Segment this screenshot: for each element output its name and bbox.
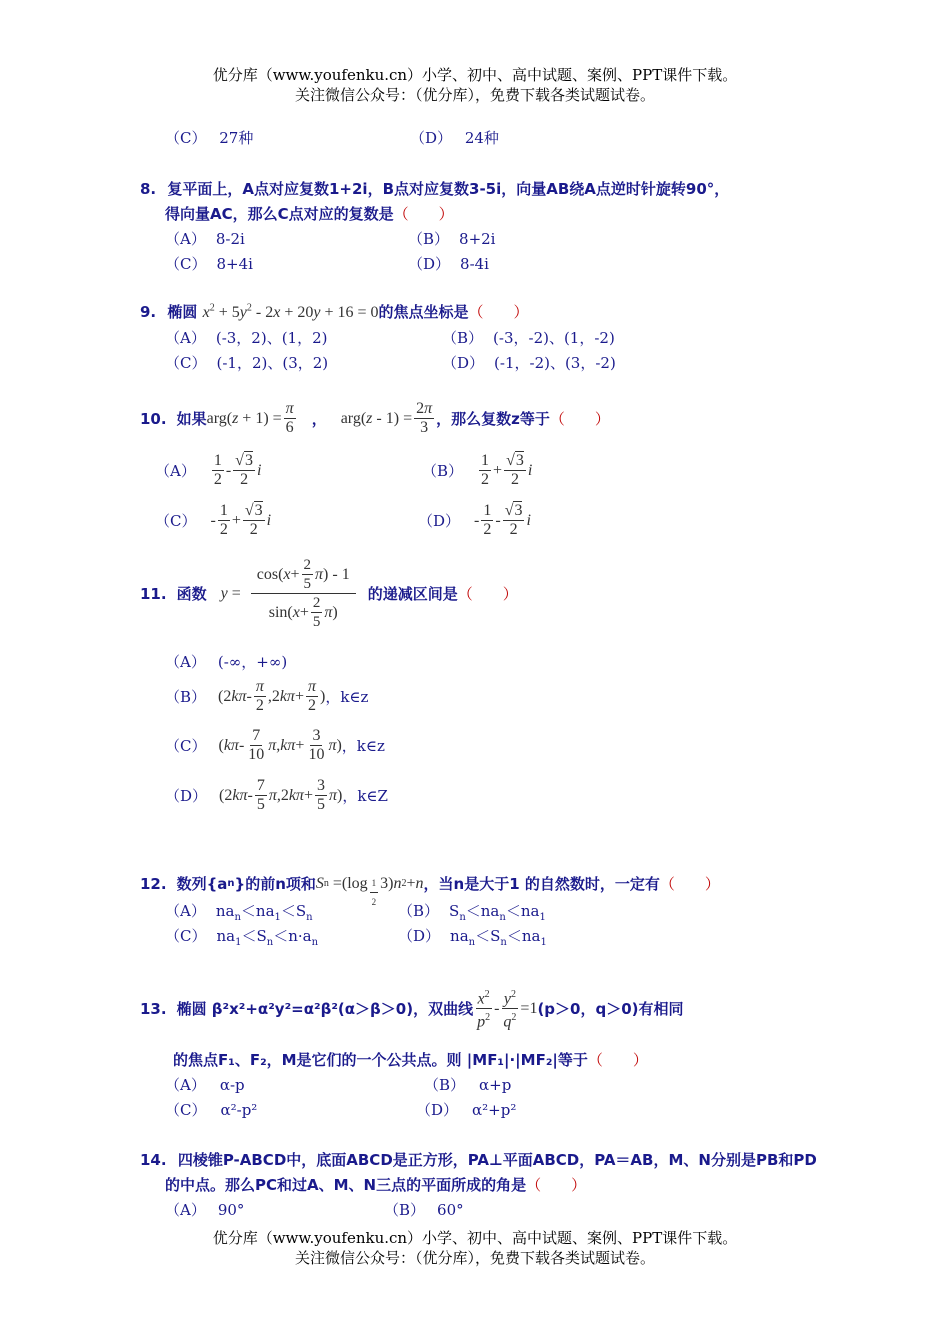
q13-hyperbola-equation: $\frac{x^2}{p^2}$ - $\frac{y^2}{q^2}$ =1 xyxy=(473,986,537,1032)
q11-number: 11. xyxy=(140,584,167,603)
page-footer-line1: 优分库（www.youfenku.cn）小学、初中、高中试题、案例、PPT课件下载。 xyxy=(212,1229,738,1247)
q11-function-fraction: cos( x + $\frac{2}{5}$ π ) - 1 sin( x + $\frac{2}{5}$ π ) xyxy=(251,556,356,631)
q8-text-line2: 得向量AC，那么C点对应的复数是 xyxy=(165,205,394,223)
q13-option-b-text: α+p xyxy=(479,1076,512,1094)
q14-option-a-text: 90° xyxy=(217,1201,245,1219)
q12-option-b-label: （B） xyxy=(398,902,440,920)
q8-option-d xyxy=(408,253,489,274)
q10-option-c xyxy=(155,502,271,539)
q10-option-c-expr: - $\frac{1}{2}$ + $\frac{√3}{2}$ i xyxy=(210,502,272,538)
q14-stem-line1 xyxy=(140,1149,817,1170)
q10-condition-2: arg(z - 1) = xyxy=(340,409,413,427)
q10-text-post: ，那么复数z等于 xyxy=(436,410,550,428)
page-footer-line2: 关注微信公众号：（优分库），免费下载各类试题试卷。 xyxy=(294,1249,655,1267)
q8-option-a-label: （A） xyxy=(165,230,206,248)
q14-stem-line2 xyxy=(165,1174,586,1195)
q8-number: 8. xyxy=(140,180,157,198)
q13-text-pre: 椭圆 β²x²+α²y²=α²β²(α＞β＞0)，双曲线 xyxy=(176,1000,474,1019)
q14-option-b xyxy=(384,1199,464,1220)
q14-number: 14. xyxy=(140,1151,167,1169)
q9-option-d-text: (-1，-2)、(3，-2) xyxy=(494,354,616,372)
q9-option-d-label: （D） xyxy=(442,354,485,372)
q9-option-d xyxy=(442,352,616,373)
q9-text-pre: 椭圆 xyxy=(167,303,198,321)
q9-option-b-label: （B） xyxy=(442,329,484,347)
q9-option-b xyxy=(442,327,615,348)
q7-option-d xyxy=(410,127,499,148)
q10-fraction-2pi-3: $\frac{2\pi}{3}$ xyxy=(416,400,433,436)
q9-option-b-text: (-3，-2)、(1，-2) xyxy=(493,329,615,347)
q11-text-post: 的递减区间是 xyxy=(367,585,458,603)
q7-option-c xyxy=(165,127,253,148)
q13-number: 13. xyxy=(140,999,167,1018)
q7-option-d-label: （D） xyxy=(410,129,453,147)
q11-option-d-tail: ，k∈Z xyxy=(342,787,388,805)
q14-text-line1: 四棱锥P-ABCD中，底面ABCD是正方形，PA⊥平面ABCD，PA＝AB，M、N分别是PB和PD xyxy=(177,1151,817,1169)
q10-number: 10. xyxy=(140,409,167,428)
q11-option-c-expr: ( kπ - $\frac{7}{10}$ π , kπ + $\frac{3}{10}$ π ) xyxy=(218,727,342,763)
q8-option-d-label: （D） xyxy=(408,255,451,273)
q13-answer-blank: （ ） xyxy=(587,1051,648,1069)
q10-fraction-pi-6: $\frac{\pi}{6}$ xyxy=(285,400,294,436)
q13-option-c-label: （C） xyxy=(165,1101,207,1119)
q7-option-c-text: 27种 xyxy=(219,129,254,147)
q8-stem-line1 xyxy=(140,178,729,199)
q12-option-c-text: $na_1<S_n<n\cdot a_n$ xyxy=(216,927,319,948)
q13-option-a xyxy=(165,1074,245,1095)
q13-option-b-label: （B） xyxy=(424,1076,466,1094)
q13-option-c-text: α²-p² xyxy=(220,1101,258,1119)
q11-option-c-label: （C） xyxy=(165,737,207,755)
q14-option-b-label: （B） xyxy=(384,1201,426,1219)
page-header-line2: 关注微信公众号：（优分库），免费下载各类试题试卷。 xyxy=(294,86,655,104)
q8-option-c-text: 8+4i xyxy=(216,255,253,273)
q12-option-a-text: $na_n<na_1<S_n$ xyxy=(215,902,313,923)
q11-text-pre: 函数 xyxy=(176,585,207,603)
q7-option-d-text: 24种 xyxy=(464,129,499,147)
q10-option-d-label: （D） xyxy=(418,512,461,530)
q12-option-b-text: $S_n<na_n<na_1$ xyxy=(449,902,546,923)
q12-sum-formula: S n =(log $\frac{1}{2}$ 3) n 2 + n xyxy=(315,874,424,907)
q12-text-pre-sub: n xyxy=(227,878,235,889)
q9-number: 9. xyxy=(140,303,157,321)
q11-answer-blank: （ ） xyxy=(457,585,518,603)
q13-option-a-text: α-p xyxy=(219,1076,245,1094)
q12-option-b xyxy=(398,900,546,923)
q13-option-a-label: （A） xyxy=(165,1076,206,1094)
q9-stem xyxy=(140,301,529,322)
q11-option-a-label: （A） xyxy=(165,653,206,671)
q8-option-a xyxy=(165,228,245,249)
q11-option-b-label: （B） xyxy=(165,688,207,706)
q12-number: 12. xyxy=(140,874,167,893)
q8-option-b-text: 8+2i xyxy=(459,230,496,248)
q12-option-d-label: （D） xyxy=(398,927,441,945)
q10-option-a-label: （A） xyxy=(155,462,196,480)
q13-option-d-text: α²+p² xyxy=(472,1101,517,1119)
q10-option-d xyxy=(418,502,531,539)
q11-option-a xyxy=(165,651,287,672)
q12-option-a xyxy=(165,900,313,923)
q11-option-d xyxy=(165,777,388,814)
q11-option-c-tail: ，k∈z xyxy=(341,737,385,755)
q10-option-c-label: （C） xyxy=(155,512,197,530)
q14-option-a-label: （A） xyxy=(165,1201,206,1219)
q13-option-d-label: （D） xyxy=(416,1101,459,1119)
q12-text-pre2: }的前n项和 xyxy=(234,875,316,893)
q11-option-d-expr: (2 kπ - $\frac{7}{5}$ π ,2 kπ + $\frac{3}{5}$ π ) xyxy=(219,777,343,813)
q13-stem-line1 xyxy=(140,986,684,1032)
q10-option-b-label: （B） xyxy=(422,462,464,480)
q10-stem xyxy=(140,400,610,437)
q9-option-a xyxy=(165,327,328,348)
q9-text-post: 的焦点坐标是 xyxy=(378,303,469,321)
q10-option-a-expr: $\frac{1}{2}$ - $\frac{√3}{2}$ i xyxy=(213,452,262,488)
q11-option-a-text: (-∞，+∞) xyxy=(217,653,288,671)
q9-option-a-label: （A） xyxy=(165,329,206,347)
q11-option-c xyxy=(165,727,385,764)
q11-option-d-label: （D） xyxy=(165,787,208,805)
q8-option-c-label: （C） xyxy=(165,255,207,273)
q10-option-b xyxy=(422,452,532,489)
q10-option-a xyxy=(155,452,261,489)
q7-option-c-label: （C） xyxy=(165,129,207,147)
q14-text-line2: 的中点。那么PC和过A、M、N三点的平面所成的角是 xyxy=(165,1176,527,1194)
q8-answer-blank: （ ） xyxy=(393,205,454,223)
q13-stem-line2 xyxy=(173,1049,648,1070)
q9-answer-blank: （ ） xyxy=(468,303,529,321)
q9-option-c-text: (-1，2)、(3，2) xyxy=(216,354,329,372)
q12-option-d-text: $na_n<S_n<na_1$ xyxy=(450,927,547,948)
q10-answer-blank: （ ） xyxy=(549,410,610,428)
q8-stem-line2 xyxy=(165,203,454,224)
q11-option-b-tail: ，k∈z xyxy=(325,688,369,706)
q9-option-c xyxy=(165,352,328,373)
q12-option-c xyxy=(165,925,318,948)
q12-option-d xyxy=(398,925,547,948)
q8-text-line1: 复平面上，A点对应复数1+2i，B点对应复数3-5i，向量AB绕A点逆时针旋转90°， xyxy=(167,180,730,198)
q12-answer-blank: （ ） xyxy=(659,875,720,893)
q10-option-b-expr: $\frac{1}{2}$ + $\frac{√3}{2}$ i xyxy=(481,452,533,488)
q12-option-a-label: （A） xyxy=(165,902,206,920)
q14-option-a xyxy=(165,1199,244,1220)
q9-ellipse-equation: $x^2 + 5y^2 - 2x + 20y + 16 = 0$ xyxy=(202,302,379,321)
q8-option-b xyxy=(408,228,495,249)
q10-text-pre: 如果 xyxy=(176,410,207,428)
q8-option-a-text: 8-2i xyxy=(215,230,245,248)
q12-text-post: ，当n是大于1 的自然数时，一定有 xyxy=(423,875,660,893)
q12-option-c-label: （C） xyxy=(165,927,207,945)
q8-option-b-label: （B） xyxy=(408,230,450,248)
q11-option-b xyxy=(165,678,368,715)
q10-option-d-expr: - $\frac{1}{2}$ - $\frac{√3}{2}$ i xyxy=(474,502,531,538)
q8-option-c xyxy=(165,253,253,274)
q9-option-c-label: （C） xyxy=(165,354,207,372)
page-header-line1: 优分库（www.youfenku.cn）小学、初中、高中试题、案例、PPT课件下载。 xyxy=(212,66,738,84)
q13-option-d xyxy=(416,1099,516,1120)
q14-option-b-text: 60° xyxy=(437,1201,464,1219)
q12-text-pre: 数列{a xyxy=(176,875,228,893)
q9-option-a-text: (-3，2)、(1，2) xyxy=(215,329,328,347)
q10-separator: ， xyxy=(311,410,327,428)
q13-option-b xyxy=(424,1074,511,1095)
q14-answer-blank: （ ） xyxy=(526,1176,587,1194)
q10-condition-1: arg(z + 1) = xyxy=(206,409,282,427)
q8-option-d-text: 8-4i xyxy=(460,255,489,273)
q13-option-c xyxy=(165,1099,257,1120)
q11-option-b-expr: (2 kπ - $\frac{\pi}{2}$ ,2 kπ + $\frac{\pi}{2}$ ) xyxy=(218,678,326,714)
q13-text-line2: 的焦点F₁、F₂，M是它们的一个公共点。则 |MF₁|·|MF₂|等于 xyxy=(173,1051,588,1069)
q13-text-post: (p＞0，q＞0)有相同 xyxy=(537,1000,684,1019)
q11-stem xyxy=(140,556,518,631)
q11-y-equals: y = xyxy=(220,584,241,602)
